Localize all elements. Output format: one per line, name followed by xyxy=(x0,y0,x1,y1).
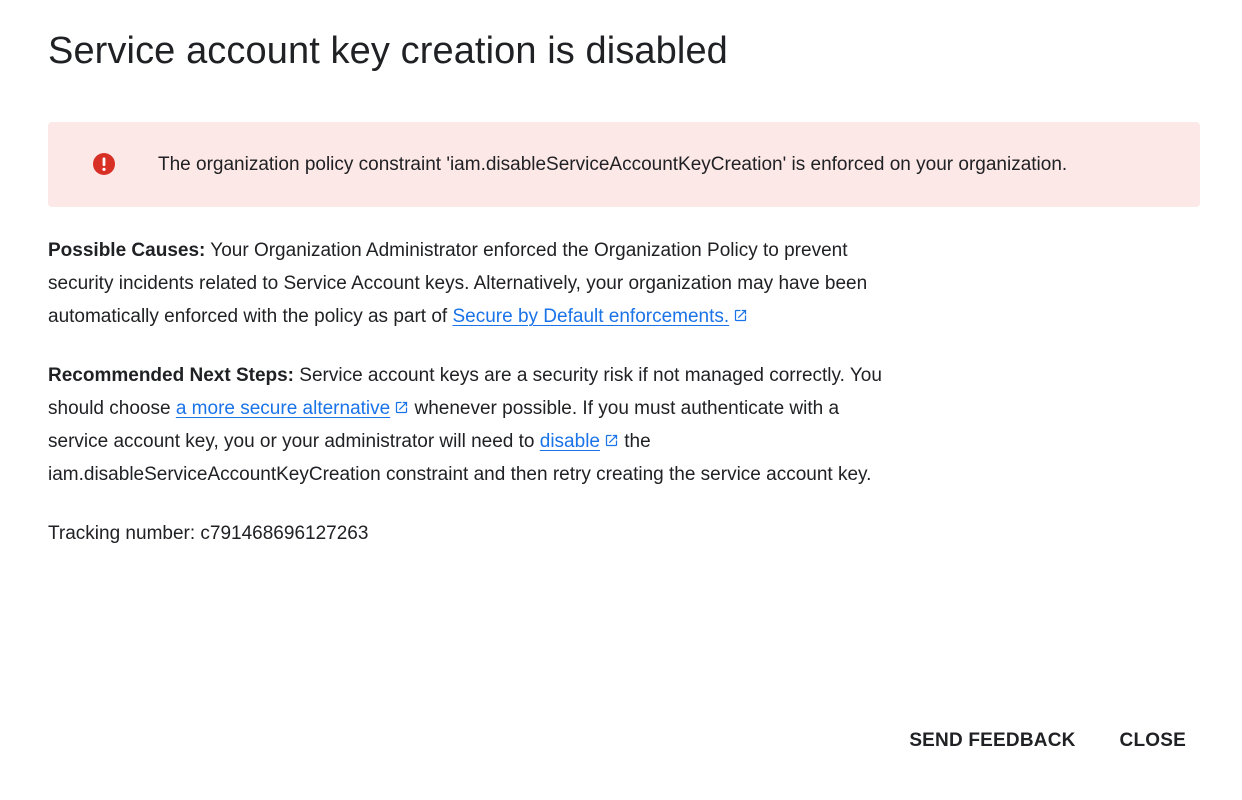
dialog-title: Service account key creation is disabled xyxy=(48,30,728,72)
next-steps-heading: Recommended Next Steps: xyxy=(48,365,295,386)
error-icon xyxy=(92,152,116,176)
possible-causes-heading: Possible Causes: xyxy=(48,240,206,261)
secure-alternative-link-label: a more secure alternative xyxy=(175,398,391,419)
possible-causes-paragraph xyxy=(48,234,893,333)
external-link-icon[interactable] xyxy=(604,433,619,448)
next-steps-text-2: whenever possible. If you must authenticate with a service account key, you or your administrator will need to xyxy=(48,398,840,452)
error-message: The organization policy constraint 'iam.disableServiceAccountKeyCreation' is enforced on your organization. xyxy=(158,154,1068,175)
dialog-content xyxy=(48,234,893,576)
external-link-icon[interactable] xyxy=(394,400,409,415)
close-button[interactable]: CLOSE xyxy=(1112,726,1194,756)
send-feedback-button[interactable]: SEND FEEDBACK xyxy=(901,726,1083,756)
next-steps-paragraph xyxy=(48,359,893,491)
external-link-icon[interactable] xyxy=(733,308,748,323)
tracking-number: Tracking number: c791468696127263 xyxy=(48,523,369,544)
disable-constraint-link-label: disable xyxy=(539,431,600,452)
secure-by-default-link-label: Secure by Default enforcements. xyxy=(452,306,730,327)
secure-alternative-link[interactable] xyxy=(176,398,390,419)
disable-constraint-link[interactable] xyxy=(540,431,600,452)
dialog-actions xyxy=(901,726,1194,756)
possible-causes-text: Your Organization Administrator enforced the Organization Policy to prevent security incidents related to Service Account keys. Alternatively, your organization may have been automatically enforced with the policy as part of xyxy=(48,240,868,327)
secure-by-default-link[interactable] xyxy=(452,306,729,327)
next-steps-text-3: the iam.disableServiceAccountKeyCreation constraint and then retry creating the service account key. xyxy=(48,431,872,485)
next-steps-text-1: Service account keys are a security risk if not managed correctly. You should choose xyxy=(48,365,882,419)
